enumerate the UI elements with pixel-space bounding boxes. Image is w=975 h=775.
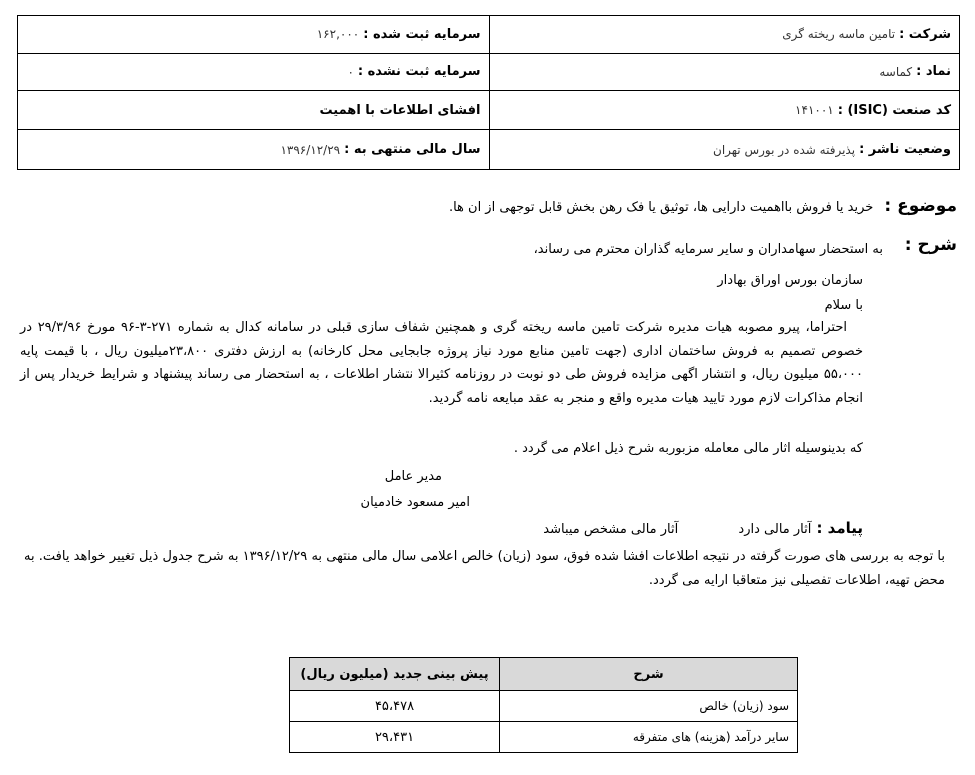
- closing-row: [20, 437, 863, 456]
- greeting-row: [20, 294, 863, 313]
- isic-value: ۱۴۱۰۰۱: [795, 103, 834, 118]
- header-right-column: [489, 16, 960, 169]
- status-value: پذیرفته شده در بورس تهران: [713, 142, 856, 157]
- registered-capital-value: ۱۶۲,۰۰۰: [316, 27, 360, 42]
- addressee: سازمان بورس اوراق بهادار: [717, 273, 863, 288]
- column-header-forecast: پیش بینی جدید (میلیون ریال): [290, 658, 500, 691]
- status-row: [490, 130, 960, 169]
- symbol-value: کماسه: [879, 64, 913, 79]
- description-label: شرح :: [904, 235, 957, 255]
- signer-title: مدیر عامل: [384, 469, 442, 484]
- registered-capital-label: سرمایه ثبت شده :: [363, 26, 481, 42]
- company-row: [490, 16, 960, 54]
- unregistered-capital-value: ۰: [347, 64, 354, 79]
- row-forecast-value: ۲۹،۴۳۱: [290, 722, 500, 753]
- signer-name: امیر مسعود خادمیان: [360, 495, 470, 510]
- outcome-row: [20, 518, 863, 537]
- unregistered-capital-row: [18, 54, 489, 92]
- description-closing: که بدینوسیله اثار مالی معامله مزبوربه شرح ذیل اعلام می گردد .: [513, 441, 863, 456]
- forecast-table: [289, 657, 798, 753]
- description-paragraph-block: [20, 316, 863, 410]
- row-description: سود (زیان) خالص: [500, 691, 798, 722]
- subject-text: خرید یا فروش بااهمیت دارایی ها، توثیق یا فک رهن بخش قابل توجهی از ان ها.: [448, 200, 874, 215]
- description-paragraph: احتراما، پیرو مصوبه هیات مدیره شرکت تامین ماسه ریخته گری و همچنین شفاف سازی قبلی در سامانه کدال به شماره ۲۷۱-۳-۹۶ مورخ ۲۹/۳/۹۶ در خصوص تصمیم به فروش ساختمان اداری (جهت تامین منابع مورد نیاز پروژه جابجایی محل کارخانه) به ارزش دفتری ۲۳،۸۰۰میلیون ریال ، با قیمت پایه ۵۵،۰۰۰ میلیون ریال، و انتشار اگهی مزایده فروش طی دو نوبت در روزنامه کثیرالا نتشار اطلاعات ، به استحضار می رساند پیشنهاد و شرایط خریدار پس از انجام مذاکرات لازم مورد تایید هیات مدیره واقع و منجر به عقد مبایعه نامه گردید.: [20, 320, 863, 406]
- status-label: وضعیت ناشر :: [859, 142, 951, 158]
- description-intro-row: [20, 238, 883, 257]
- outcome-option-determined: آثار مالی مشخص میباشد: [543, 522, 679, 537]
- fiscal-year-label: سال مالی منتهی به :: [344, 142, 481, 158]
- column-header-description: شرح: [500, 658, 798, 691]
- header-info-table: [17, 15, 960, 170]
- outcome-option-financial-effect: آثار مالی دارد: [738, 522, 812, 537]
- subject-section: [20, 196, 957, 216]
- company-label: شرکت :: [899, 26, 951, 42]
- header-left-column: [18, 16, 489, 169]
- fiscal-year-row: [18, 130, 489, 169]
- disclosure-title: افشای اطلاعات با اهمیت: [319, 102, 481, 118]
- row-forecast-value: ۴۵،۴۷۸: [290, 691, 500, 722]
- table-row: [290, 722, 798, 753]
- subject-label: موضوع :: [884, 196, 957, 216]
- table-row: [290, 691, 798, 722]
- symbol-label: نماد :: [916, 64, 951, 80]
- signer-name-row: [20, 491, 470, 510]
- addressee-row: [20, 269, 863, 288]
- outcome-paragraph-block: [24, 545, 945, 592]
- row-description: سایر درآمد (هزینه) های متفرقه: [500, 722, 798, 753]
- greeting: با سلام: [824, 298, 863, 313]
- description-intro: به استحضار سهامداران و سایر سرمایه گذاران محترم می رساند،: [533, 242, 883, 257]
- signer-title-row: [20, 465, 442, 484]
- symbol-row: [490, 54, 960, 92]
- isic-label: کد صنعت (ISIC) :: [837, 102, 951, 118]
- registered-capital-row: [18, 16, 489, 54]
- outcome-label: پیامد :: [816, 519, 863, 537]
- outcome-paragraph: با توجه به بررسی های صورت گرفته در نتیجه اطلاعات افشا شده فوق، سود (زیان) خالص اعلامی سال مالی منتهی به ۱۳۹۶/۱۲/۲۹ به شرح جدول ذیل تغییر خواهد یافت. به محض تهیه، اطلاعات تفصیلی نیز متعاقبا ارایه می گردد.: [24, 549, 945, 588]
- company-value: تامین ماسه ریخته گری: [782, 27, 896, 42]
- fiscal-year-value: ۱۳۹۶/۱۲/۲۹: [280, 142, 341, 157]
- table-header-row: [290, 658, 798, 691]
- isic-row: [490, 91, 960, 130]
- disclosure-title-row: [18, 91, 489, 130]
- unregistered-capital-label: سرمایه ثبت نشده :: [357, 64, 481, 80]
